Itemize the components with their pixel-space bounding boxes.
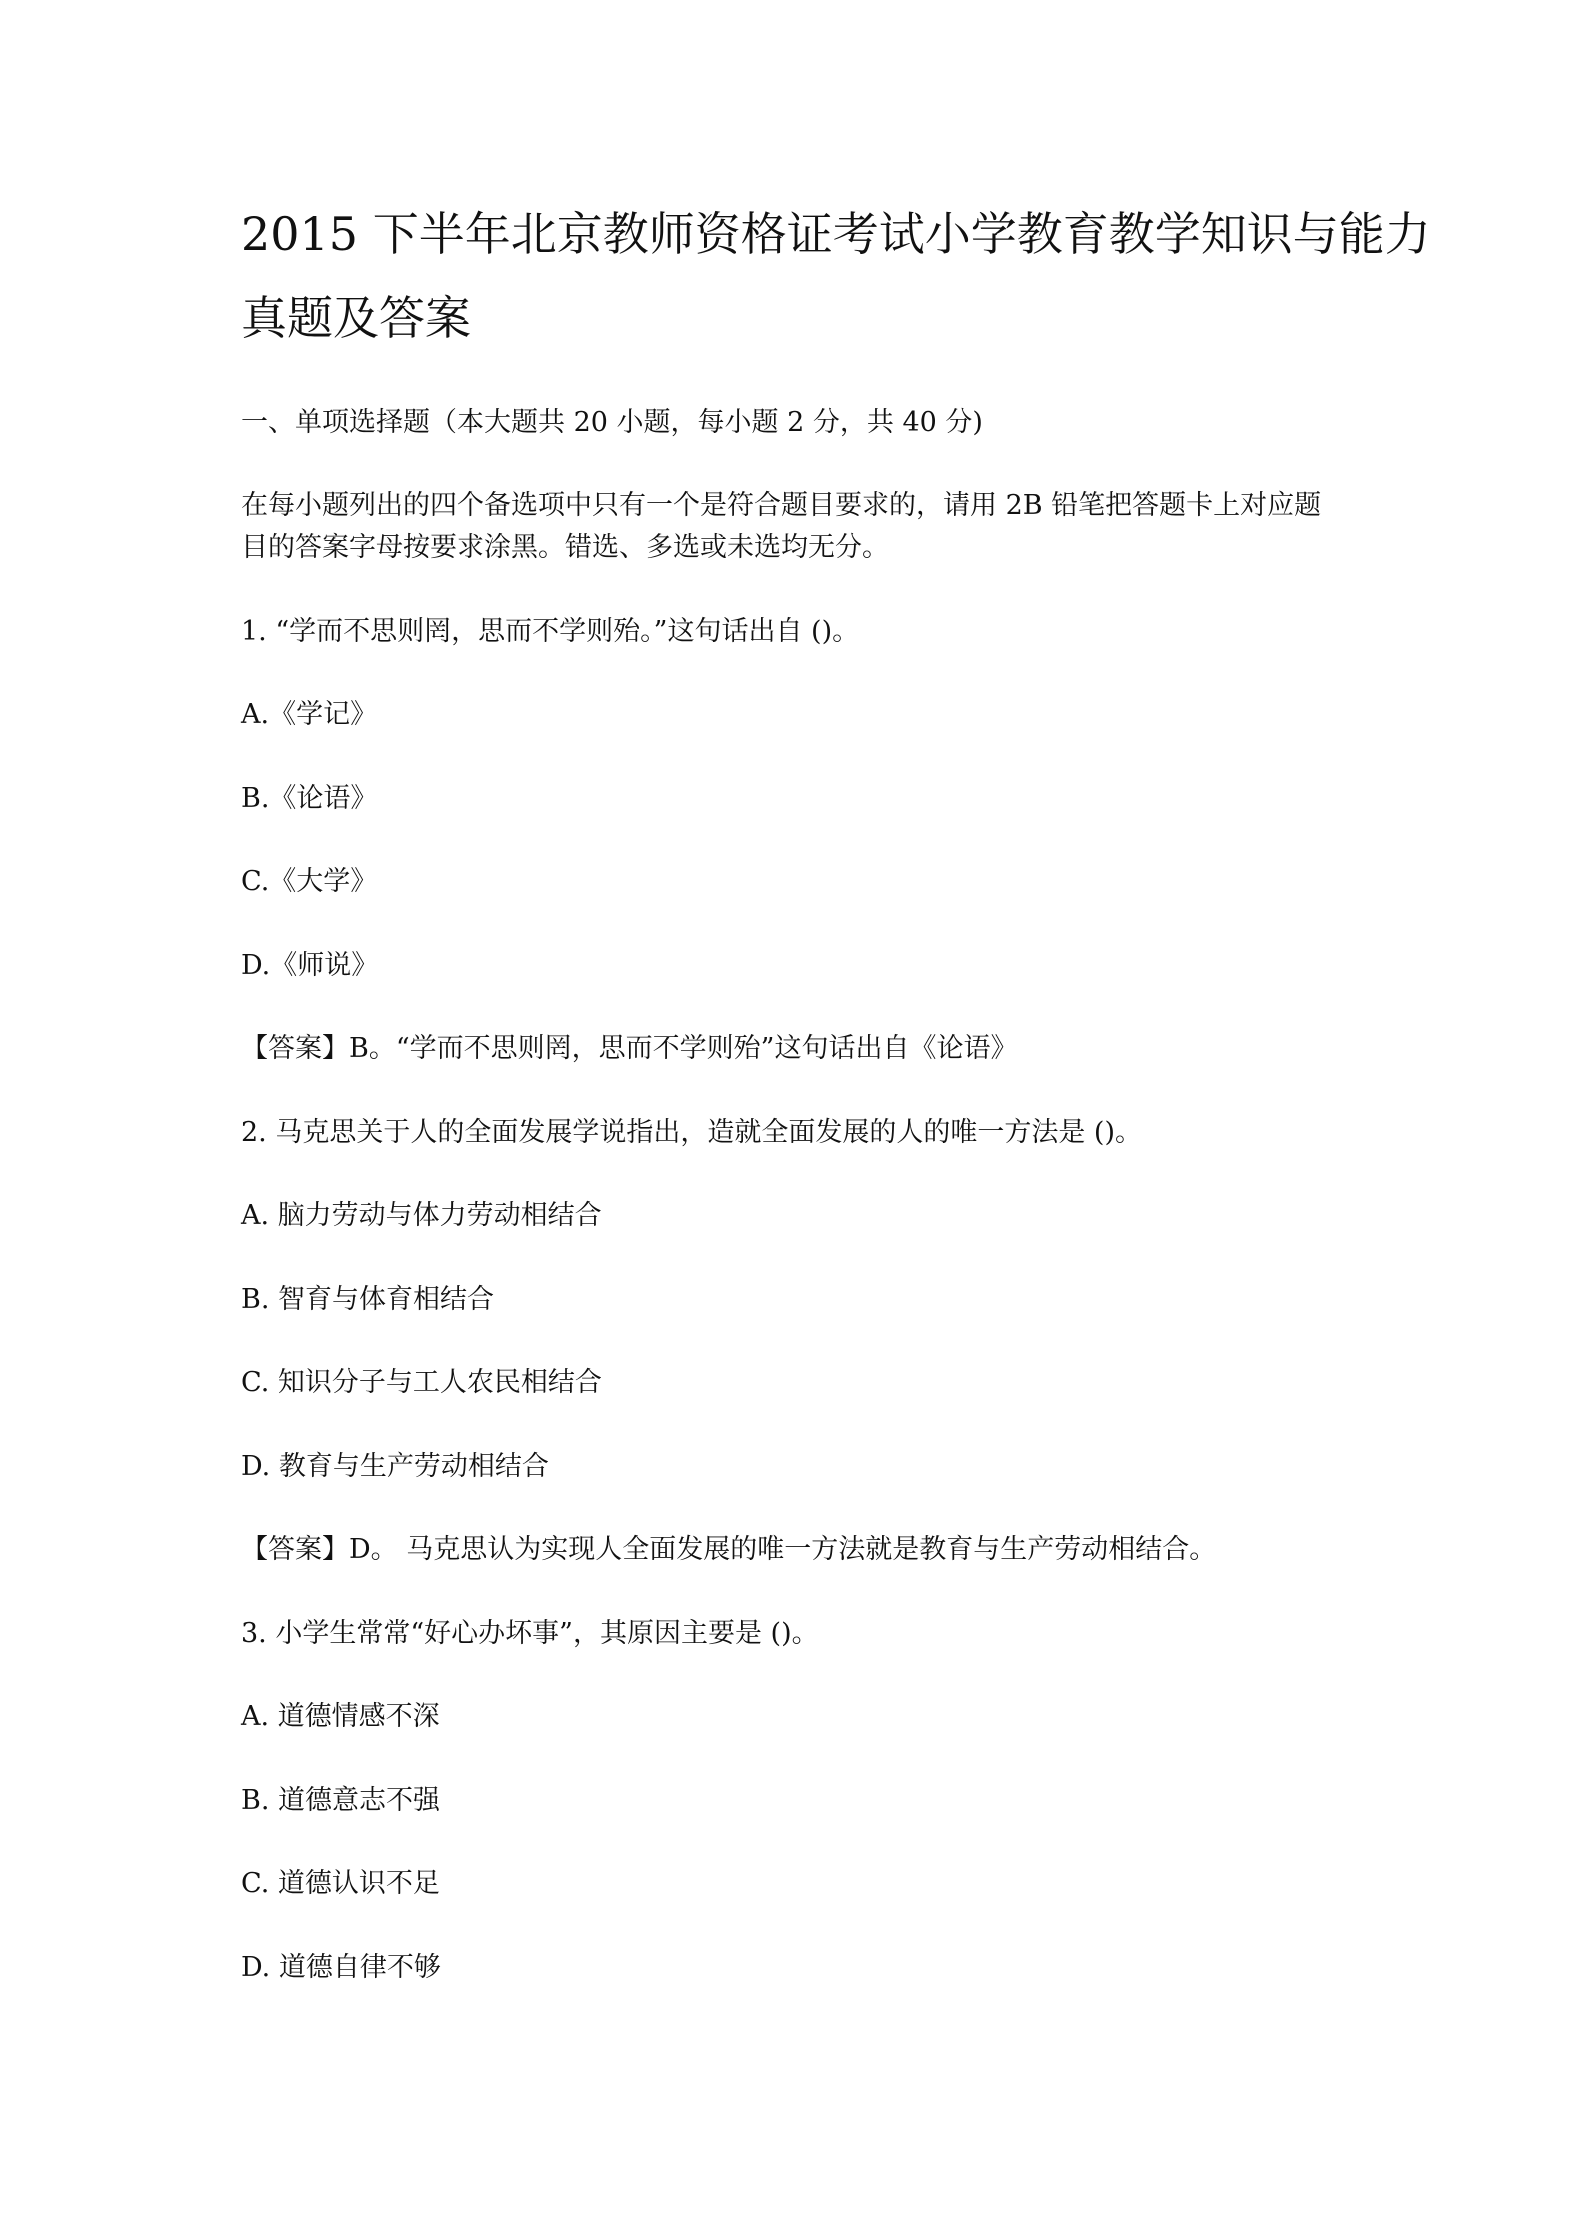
instructions-line-2: 目的答案字母按要求涂黑。错选、多选或未选均无分。 [241, 532, 889, 563]
question-1-option-b: B.《论语》 [241, 783, 378, 814]
question-3-option-c: C. 道德认识不足 [241, 1868, 440, 1899]
question-1-option-c: C.《大学》 [241, 866, 378, 897]
question-2-answer: 【答案】D。 马克思认为实现人全面发展的唯一方法就是教育与生产劳动相结合。 [241, 1534, 1217, 1565]
question-3-option-a: A. 道德情感不深 [241, 1701, 440, 1732]
question-3-option-b: B. 道德意志不强 [241, 1785, 441, 1816]
question-2-option-c: C. 知识分子与工人农民相结合 [241, 1367, 602, 1398]
question-1-answer: 【答案】B。“学而不思则罔，思而不学则殆”这句话出自《论语》 [241, 1033, 1018, 1064]
instructions-line-1: 在每小题列出的四个备选项中只有一个是符合题目要求的，请用 2B 铅笔把答题卡上对应题 [241, 490, 1322, 521]
question-1-option-d: D.《师说》 [241, 950, 379, 981]
question-2-option-d: D. 教育与生产劳动相结合 [241, 1451, 549, 1482]
question-2-stem: 2. 马克思关于人的全面发展学说指出，造就全面发展的人的唯一方法是 ()。 [241, 1117, 1142, 1148]
document-title-line-2: 真题及答案 [241, 291, 471, 345]
question-3-stem: 3. 小学生常常“好心办坏事”，其原因主要是 ()。 [241, 1618, 819, 1649]
question-1-option-a: A.《学记》 [241, 699, 378, 730]
question-2-option-a: A. 脑力劳动与体力劳动相结合 [241, 1200, 602, 1231]
document-title-line-1: 2015 下半年北京教师资格证考试小学教育教学知识与能力 [241, 207, 1431, 261]
question-3-option-d: D. 道德自律不够 [241, 1952, 441, 1983]
section-heading: 一、单项选择题（本大题共 20 小题，每小题 2 分，共 40 分) [241, 407, 983, 438]
question-1-stem: 1. “学而不思则罔，思而不学则殆。”这句话出自 ()。 [241, 616, 860, 647]
question-2-option-b: B. 智育与体育相结合 [241, 1284, 495, 1315]
